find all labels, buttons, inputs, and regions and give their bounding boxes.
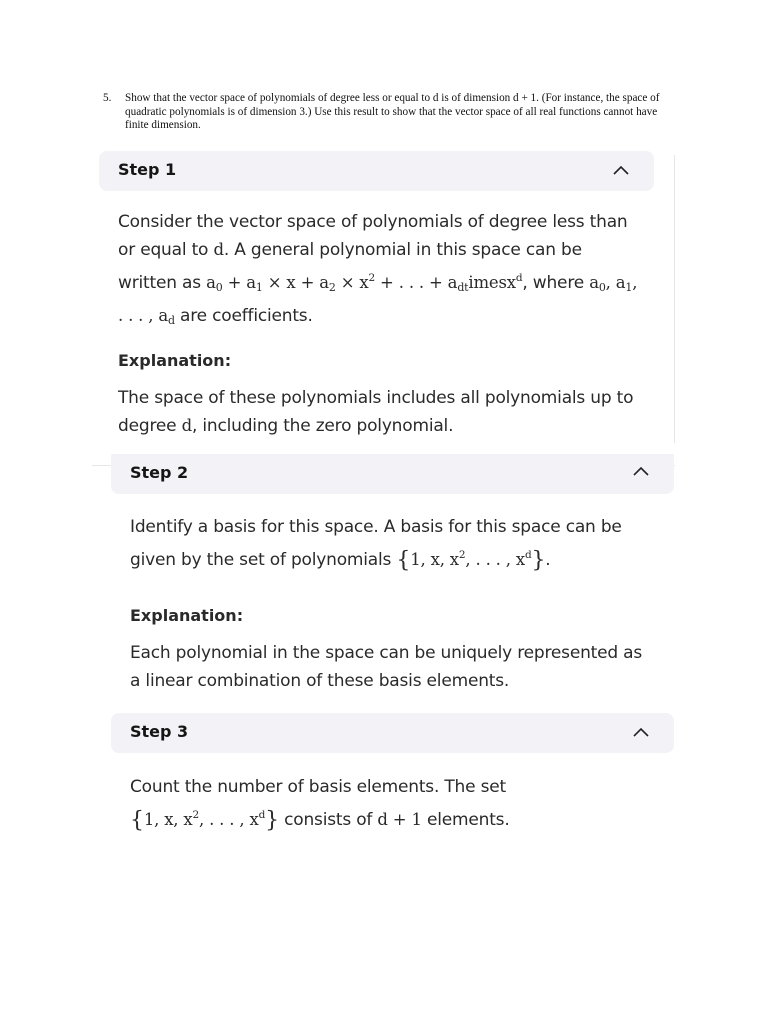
problem-statement xyxy=(103,92,663,133)
card-edge-line xyxy=(674,155,675,443)
step-2-text-a: Identify a basis for this space. A basis for this space can be given by the set of polynomials xyxy=(130,517,622,570)
chevron-up-icon[interactable] xyxy=(632,725,650,739)
step-1-header[interactable] xyxy=(99,151,654,191)
step-1-explanation-b: , including the zero polynomial. xyxy=(191,416,454,436)
element-count: d + 1 xyxy=(377,810,422,829)
step-3-text-c: elements. xyxy=(421,810,510,830)
step-2-text-b: . xyxy=(545,550,551,570)
chevron-up-icon[interactable] xyxy=(612,163,630,177)
step-1-text-d: are coefficients. xyxy=(174,306,313,326)
basis-set-rendered: {1, x, $x^2$, . . . , $x^d$} xyxy=(396,548,546,573)
step-1-explanation-label: Explanation: xyxy=(118,351,232,370)
step-2-title: Step 2 xyxy=(130,463,189,482)
var-d: d xyxy=(213,240,224,259)
step-3-text xyxy=(130,773,655,835)
step-2-header[interactable] xyxy=(111,454,674,494)
problem-text: Show that the vector space of polynomials of degree less or equal to d is of dimension d + 1. (For instance, the space of quadratic polynomials is of dimension 3.) Use this result to show that the vector space of all real functions cannot have finite dimension. xyxy=(125,92,660,132)
step-1-explanation-a: The space of these polynomials includes all polynomials up to degree xyxy=(118,388,634,436)
step-1-explanation xyxy=(118,384,643,440)
polynomial-expression-rendered: $a_0 + a_1 \times x + a_2 \times x^2$ + . . . + $a_{dt}imesx^d$ xyxy=(206,272,523,294)
step-3-title: Step 3 xyxy=(130,722,189,741)
step-2-explanation: Each polynomial in the space can be uniquely represented as a linear combination of these basis elements. xyxy=(130,643,643,691)
basis-set-rendered: {1, x, $x^2$, . . . , $x^d$} xyxy=(130,808,279,833)
step-1-text-b: . A general polynomial in this space can be written as xyxy=(118,240,582,293)
chevron-up-icon[interactable] xyxy=(632,464,650,478)
step-1-text xyxy=(118,208,638,335)
step-3-header[interactable] xyxy=(111,713,674,753)
step-1-title: Step 1 xyxy=(118,160,177,179)
coefficients-rendered: $a_0$, $a_1$, . . . , $a_d$ xyxy=(118,273,638,327)
problem-number: 5. xyxy=(103,92,112,104)
step-1-text-a: Consider the vector space of polynomials of degree less than or equal to xyxy=(118,212,628,260)
step-3-text-b: consists of xyxy=(278,810,378,830)
step-1-text-c: , where xyxy=(522,273,590,293)
var-d: d xyxy=(181,416,192,435)
step-2-explanation-label: Explanation: xyxy=(130,606,244,625)
step-3-text-a: Count the number of basis elements. The set xyxy=(130,777,506,797)
step-2-text xyxy=(130,513,655,575)
